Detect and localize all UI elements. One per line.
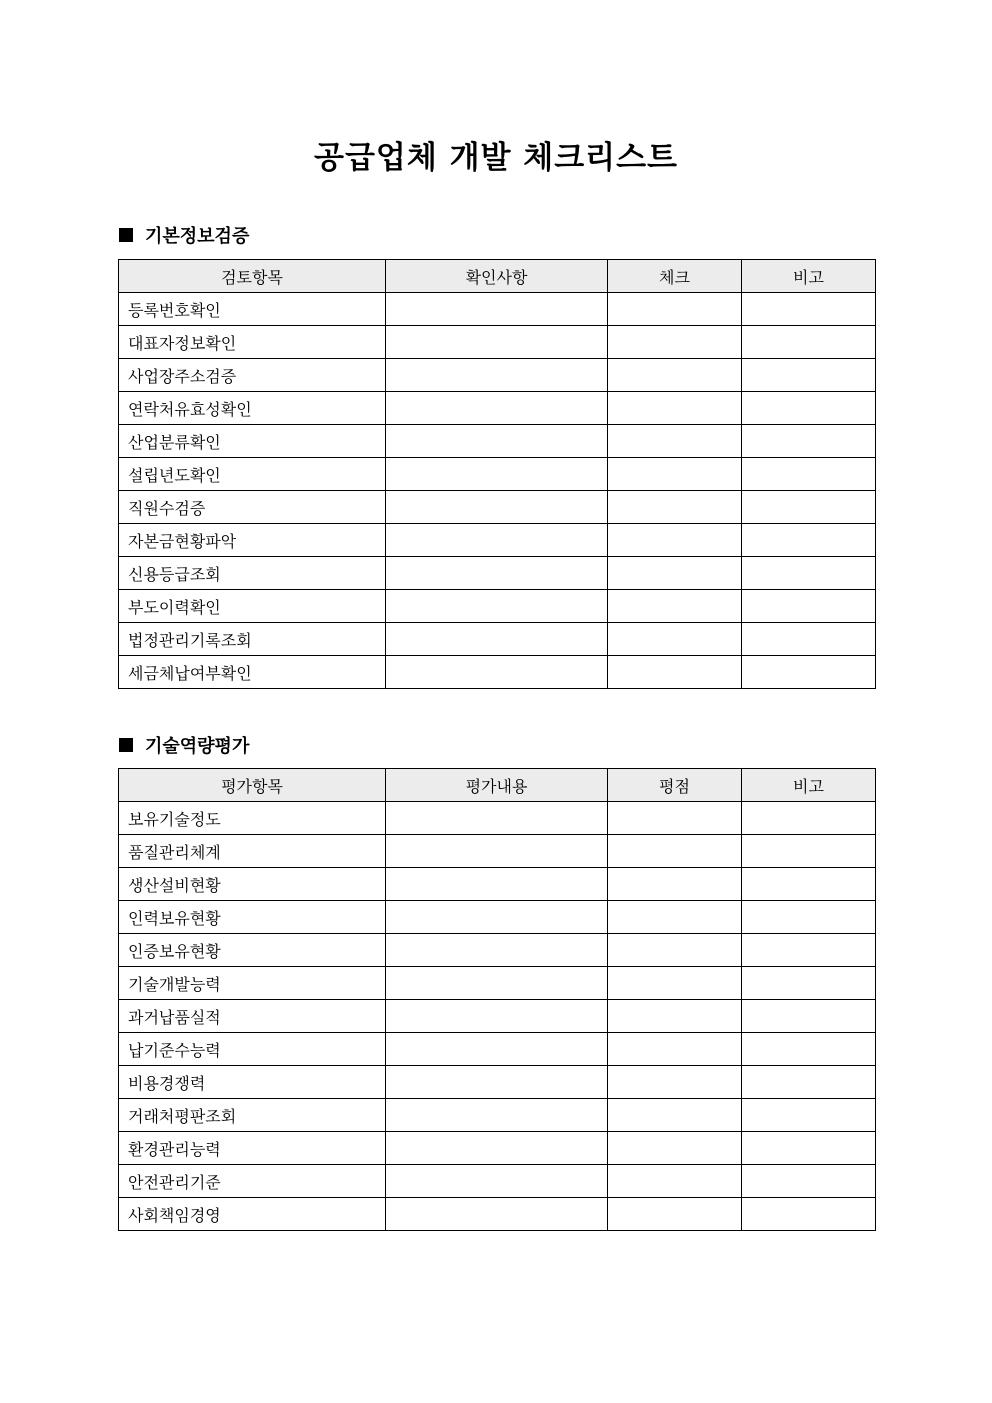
note-cell[interactable] (742, 835, 876, 868)
check-cell[interactable] (608, 802, 742, 835)
content-cell[interactable] (386, 557, 608, 590)
item-cell: 인력보유현황 (119, 901, 386, 934)
content-cell[interactable] (386, 967, 608, 1000)
basic-info-table (118, 259, 876, 689)
item-cell: 과거납품실적 (119, 1000, 386, 1033)
table-row (119, 590, 876, 623)
item-cell: 연락처유효성확인 (119, 392, 386, 425)
table-row (119, 868, 876, 901)
section-heading-label: 기본정보검증 (145, 226, 250, 247)
column-header: 평가내용 (386, 769, 608, 802)
note-cell[interactable] (742, 557, 876, 590)
column-header: 비고 (742, 769, 876, 802)
column-header: 평가항목 (119, 769, 386, 802)
item-cell: 보유기술정도 (119, 802, 386, 835)
check-cell[interactable] (608, 1132, 742, 1165)
column-header: 체크 (608, 260, 742, 293)
note-cell[interactable] (742, 934, 876, 967)
note-cell[interactable] (742, 623, 876, 656)
check-cell[interactable] (608, 1000, 742, 1033)
item-cell: 인증보유현황 (119, 934, 386, 967)
section-heading-label: 기술역량평가 (145, 736, 250, 757)
table-row (119, 425, 876, 458)
item-cell: 생산설비현황 (119, 868, 386, 901)
check-cell[interactable] (608, 392, 742, 425)
table-header-row (119, 260, 876, 293)
table-row (119, 359, 876, 392)
check-cell[interactable] (608, 1033, 742, 1066)
item-cell: 등록번호확인 (119, 293, 386, 326)
table-row (119, 802, 876, 835)
page-title: 공급업체 개발 체크리스트 (314, 140, 678, 176)
content-cell[interactable] (386, 1132, 608, 1165)
table-row (119, 1066, 876, 1099)
check-cell[interactable] (608, 1198, 742, 1231)
check-cell[interactable] (608, 590, 742, 623)
table-row (119, 458, 876, 491)
check-cell[interactable] (608, 458, 742, 491)
table-row (119, 967, 876, 1000)
check-cell[interactable] (608, 656, 742, 689)
column-header: 검토항목 (119, 260, 386, 293)
item-cell: 설립년도확인 (119, 458, 386, 491)
item-cell: 부도이력확인 (119, 590, 386, 623)
table-row (119, 1198, 876, 1231)
content-cell[interactable] (386, 590, 608, 623)
note-cell[interactable] (742, 1033, 876, 1066)
content-cell[interactable] (386, 623, 608, 656)
check-cell[interactable] (608, 623, 742, 656)
content-cell[interactable] (386, 524, 608, 557)
table-row (119, 1033, 876, 1066)
note-cell[interactable] (742, 392, 876, 425)
content-cell[interactable] (386, 1000, 608, 1033)
content-cell[interactable] (386, 1099, 608, 1132)
item-cell: 법정관리기록조회 (119, 623, 386, 656)
check-cell[interactable] (608, 835, 742, 868)
section-heading-basic-info (119, 222, 249, 248)
content-cell[interactable] (386, 425, 608, 458)
note-cell[interactable] (742, 1099, 876, 1132)
note-cell[interactable] (742, 359, 876, 392)
item-cell: 기술개발능력 (119, 967, 386, 1000)
square-bullet-icon (119, 228, 133, 242)
content-cell[interactable] (386, 868, 608, 901)
table-row (119, 293, 876, 326)
section-heading-tech-capability (119, 732, 249, 758)
content-cell[interactable] (386, 656, 608, 689)
item-cell: 비용경쟁력 (119, 1066, 386, 1099)
content-cell[interactable] (386, 1066, 608, 1099)
table-row (119, 326, 876, 359)
table-row (119, 656, 876, 689)
table-row (119, 392, 876, 425)
table-row (119, 1000, 876, 1033)
content-cell[interactable] (386, 491, 608, 524)
content-cell[interactable] (386, 1198, 608, 1231)
check-cell[interactable] (608, 425, 742, 458)
content-cell[interactable] (386, 293, 608, 326)
table-row (119, 1099, 876, 1132)
item-cell: 세금체납여부확인 (119, 656, 386, 689)
item-cell: 산업분류확인 (119, 425, 386, 458)
table-row (119, 1132, 876, 1165)
content-cell[interactable] (386, 802, 608, 835)
content-cell[interactable] (386, 359, 608, 392)
content-cell[interactable] (386, 901, 608, 934)
note-cell[interactable] (742, 458, 876, 491)
check-cell[interactable] (608, 326, 742, 359)
item-cell: 사업장주소검증 (119, 359, 386, 392)
note-cell[interactable] (742, 1000, 876, 1033)
content-cell[interactable] (386, 934, 608, 967)
item-cell: 안전관리기준 (119, 1165, 386, 1198)
table-row (119, 835, 876, 868)
check-cell[interactable] (608, 868, 742, 901)
item-cell: 대표자정보확인 (119, 326, 386, 359)
note-cell[interactable] (742, 868, 876, 901)
check-cell[interactable] (608, 1099, 742, 1132)
check-cell[interactable] (608, 359, 742, 392)
column-header: 평점 (608, 769, 742, 802)
note-cell[interactable] (742, 491, 876, 524)
table-header-row (119, 769, 876, 802)
table-row (119, 901, 876, 934)
note-cell[interactable] (742, 1165, 876, 1198)
check-cell[interactable] (608, 293, 742, 326)
table-row (119, 1165, 876, 1198)
table-row (119, 557, 876, 590)
check-cell[interactable] (608, 524, 742, 557)
content-cell[interactable] (386, 1165, 608, 1198)
tech-capability-table (118, 768, 876, 1231)
item-cell: 환경관리능력 (119, 1132, 386, 1165)
item-cell: 직원수검증 (119, 491, 386, 524)
note-cell[interactable] (742, 1198, 876, 1231)
note-cell[interactable] (742, 901, 876, 934)
item-cell: 거래처평판조회 (119, 1099, 386, 1132)
note-cell[interactable] (742, 590, 876, 623)
note-cell[interactable] (742, 967, 876, 1000)
note-cell[interactable] (742, 1132, 876, 1165)
note-cell[interactable] (742, 802, 876, 835)
item-cell: 사회책임경영 (119, 1198, 386, 1231)
content-cell[interactable] (386, 458, 608, 491)
table-row (119, 934, 876, 967)
content-cell[interactable] (386, 326, 608, 359)
item-cell: 자본금현황파악 (119, 524, 386, 557)
content-cell[interactable] (386, 1033, 608, 1066)
square-bullet-icon (119, 738, 133, 752)
item-cell: 납기준수능력 (119, 1033, 386, 1066)
check-cell[interactable] (608, 901, 742, 934)
item-cell: 품질관리체계 (119, 835, 386, 868)
note-cell[interactable] (742, 524, 876, 557)
table-row (119, 623, 876, 656)
note-cell[interactable] (742, 1066, 876, 1099)
content-cell[interactable] (386, 392, 608, 425)
check-cell[interactable] (608, 934, 742, 967)
check-cell[interactable] (608, 557, 742, 590)
check-cell[interactable] (608, 1165, 742, 1198)
table-row (119, 524, 876, 557)
note-cell[interactable] (742, 425, 876, 458)
note-cell[interactable] (742, 293, 876, 326)
column-header: 확인사항 (386, 260, 608, 293)
check-cell[interactable] (608, 491, 742, 524)
note-cell[interactable] (742, 656, 876, 689)
note-cell[interactable] (742, 326, 876, 359)
table-row (119, 491, 876, 524)
column-header: 비고 (742, 260, 876, 293)
check-cell[interactable] (608, 967, 742, 1000)
item-cell: 신용등급조회 (119, 557, 386, 590)
content-cell[interactable] (386, 835, 608, 868)
check-cell[interactable] (608, 1066, 742, 1099)
